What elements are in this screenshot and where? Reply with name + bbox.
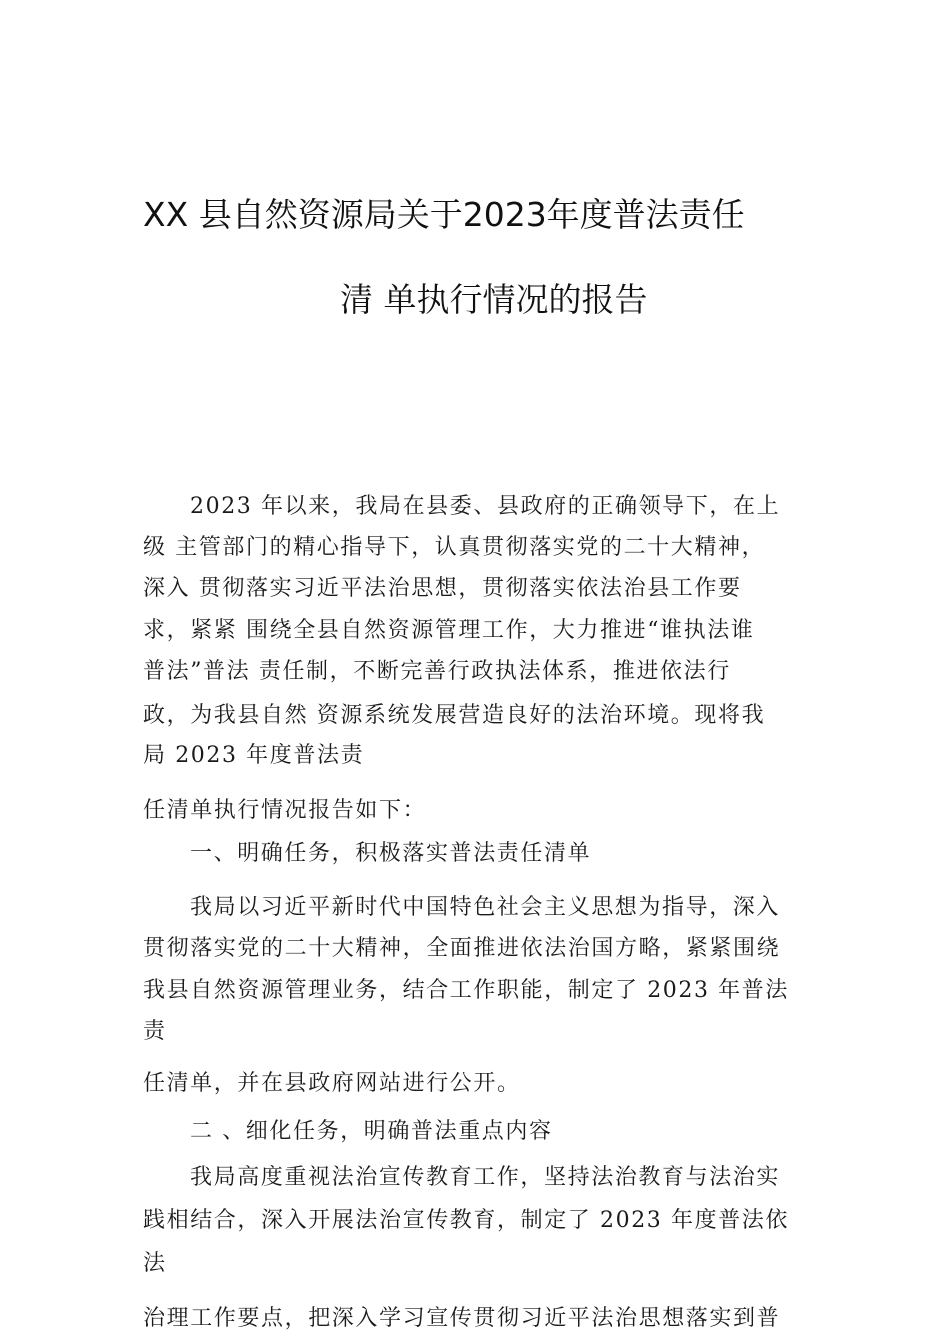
section-heading: 一、明确任务，积极落实普法责任清单 <box>190 841 592 866</box>
document-title-line-2: 清 单执行情况的报告 <box>340 280 648 319</box>
paragraph-line: 级 主管部门的精心指导下，认真贯彻落实党的二十大精神， <box>143 535 766 560</box>
paragraph-line: 贯彻落实党的二十大精神，全面推进依法治国方略，紧紧围绕 <box>143 936 781 961</box>
paragraph-line: 法 <box>143 1251 167 1276</box>
paragraph-line: 治理工作要点，把深入学习宣传贯彻习近平法治思想落实到普 <box>143 1306 781 1331</box>
paragraph-line: 践相结合，深入开展法治宣传教育，制定了 2023 年度普法依 <box>143 1208 789 1233</box>
paragraph-line: 普法”普法 责任制，不断完善行政执法体系，推进依法行 <box>143 659 731 684</box>
section-heading: 二 、细化任务，明确普法重点内容 <box>190 1119 553 1144</box>
paragraph-line: 我局以习近平新时代中国特色社会主义思想为指导，深入 <box>190 895 781 920</box>
paragraph-line: 求，紧紧 围绕全县自然资源管理工作，大力推进“谁执法谁 <box>143 618 755 643</box>
paragraph-line: 我县自然资源管理业务，结合工作职能，制定了 2023 年普法 <box>143 978 789 1003</box>
paragraph-line: 任清单，并在县政府网站进行公开。 <box>143 1071 521 1096</box>
paragraph-line: 我局高度重视法治宣传教育工作，坚持法治教育与法治实 <box>190 1165 781 1190</box>
paragraph-line: 2023 年以来，我局在县委、县政府的正确领导下，在上 <box>190 494 781 519</box>
paragraph-line: 深入 贯彻落实习近平法治思想，贯彻落实依法治县工作要 <box>143 576 742 601</box>
paragraph-line: 任清单执行情况报告如下： <box>143 798 427 823</box>
paragraph-line: 局 2023 年度普法责 <box>143 743 365 768</box>
document-title-line-1: XX 县自然资源局关于2023年度普法责任 <box>143 195 745 234</box>
paragraph-line: 政，为我县自然 资源系统发展营造良好的法治环境。现将我 <box>143 703 766 728</box>
paragraph-line: 责 <box>143 1019 167 1044</box>
